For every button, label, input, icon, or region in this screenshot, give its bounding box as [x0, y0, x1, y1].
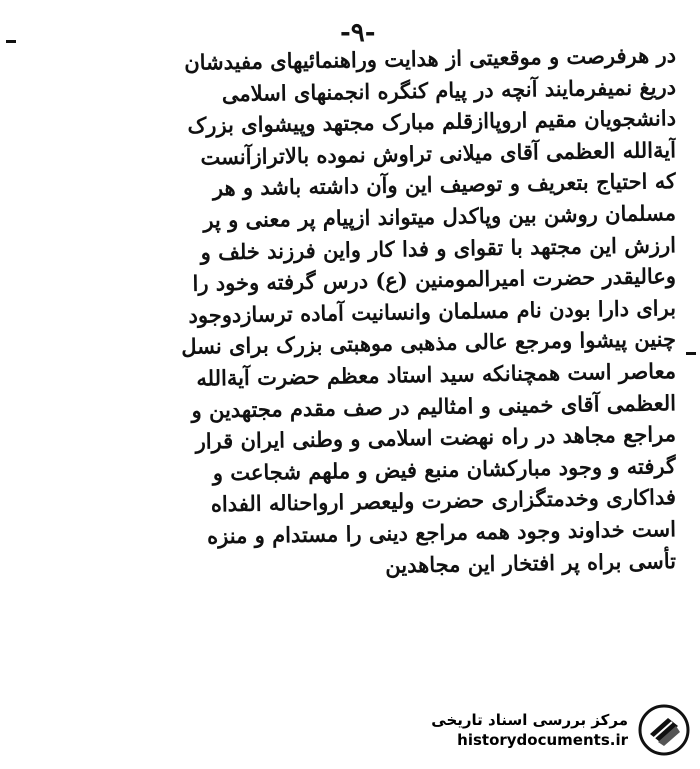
- text-line: مراجع مجاهد در راه نهضت اسلامی و وطنی ایران قرار: [195, 421, 677, 454]
- text-line: که احتیاج بتعریف و توصیف این وآن داشته باشد و هر: [212, 168, 677, 201]
- text-line: در هرفرصت و موقعیتی از هدایت وراهنمائیهای مفیدشان: [184, 42, 677, 75]
- page-number: -۹-: [340, 18, 376, 48]
- text-line: آیةالله العظمی آقای میلانی تراوش نموده بالاترازآنست: [200, 136, 677, 170]
- text-line: تأسی براه پر افتخار این مجاهدین: [385, 547, 677, 578]
- watermark: [410, 699, 690, 761]
- text-line: دانشجویان مقیم اروپاازقلم مبارک مجتهد وپیشوای بزرک: [187, 105, 677, 138]
- text-line: معاصر است همچنانکه سید استاد معظم حضرت آیةالله: [196, 358, 677, 391]
- text-line: دریغ نمیفرمایند آنچه در پیام کنگره انجمنهای اسلامی: [221, 73, 677, 106]
- margin-mark: [686, 352, 696, 355]
- text-line: است خداوند وجود همه مراجع دینی را مستدام و منزه: [206, 516, 677, 549]
- text-line: فداکاری وخدمتگزاری حضرت ولیعصر ارواحناله الفداه: [210, 484, 677, 517]
- text-line: چنین پیشوا ومرجع عالی مذهبی موهبتی بزرک برای نسل: [181, 326, 677, 360]
- watermark-name: مرکز بررسی اسناد تاریخی: [431, 711, 628, 729]
- archive-logo-icon: [638, 704, 690, 756]
- body-text: [56, 44, 676, 581]
- text-line: العظمی آقای خمینی و امثالیم در صف مقدم مجتهدین و: [191, 389, 677, 423]
- watermark-url: historydocuments.ir: [457, 731, 628, 749]
- text-line: مسلمان روشن بین وپاکدل میتواند ازپیام پر معنی و پر: [203, 200, 677, 233]
- text-line: ارزش این مجتهد با تقوای و فدا کار واین فرزند خلف و: [200, 231, 677, 265]
- margin-mark: [6, 40, 16, 43]
- text-line: گرفته و وجود مبارکشان منبع فیض و ملهم شجاعت و: [212, 452, 677, 486]
- text-line: برای دارا بودن نام مسلمان وانسانیت آماده ترسازدوجود: [188, 294, 677, 328]
- watermark-text: [431, 711, 628, 749]
- text-line: وعالیقدر حضرت امیرالمومنین (ع) درس گرفته وخود را: [192, 263, 677, 296]
